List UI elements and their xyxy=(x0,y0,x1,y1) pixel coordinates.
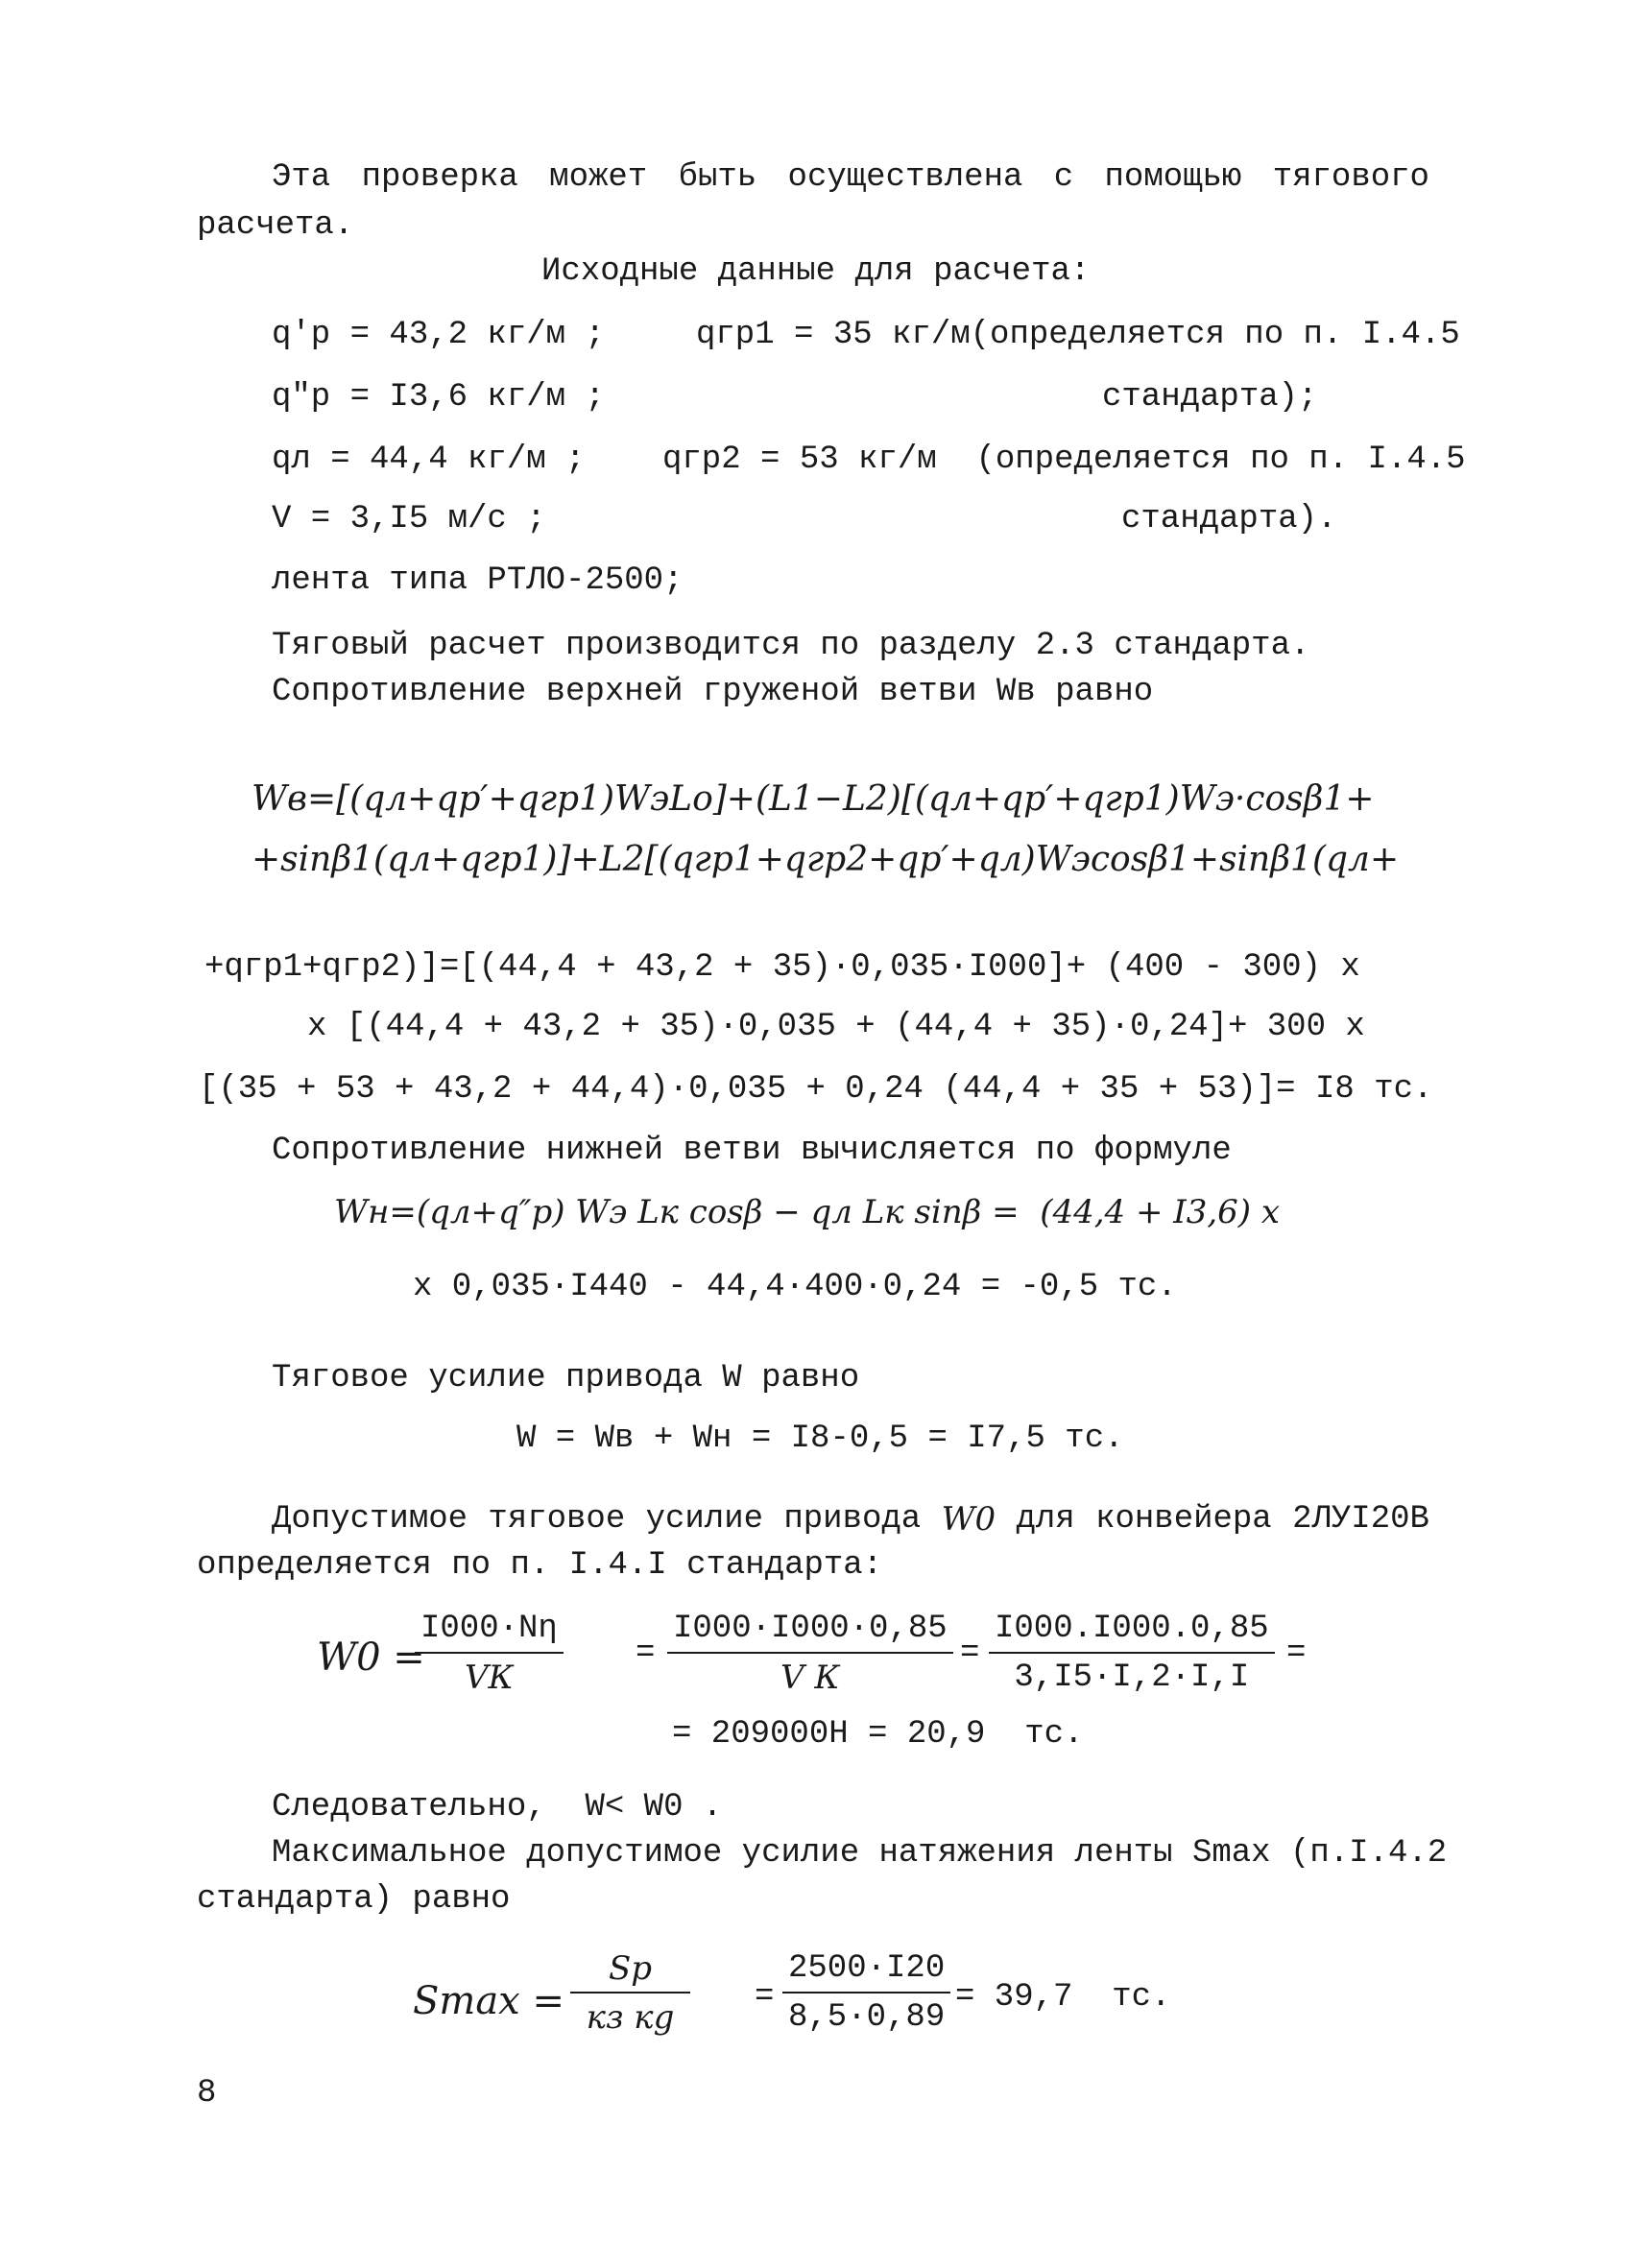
heading-inputs: Исходные данные для расчета: xyxy=(541,253,1091,290)
smax-lhs: Smax = xyxy=(413,1979,564,2023)
fraction-numerator: I000·Nη xyxy=(415,1609,564,1654)
fraction-numerator: I000.I000.0,85 xyxy=(989,1609,1275,1654)
word: осуществлена xyxy=(787,159,1023,196)
fraction-numerator: 2500·I20 xyxy=(782,1948,950,1993)
fraction-denominator: VК xyxy=(464,1658,514,1697)
word: 2ЛУI20В xyxy=(1292,1501,1429,1538)
fraction-denominator: кз кg xyxy=(586,1997,675,2037)
w0-eq1: = xyxy=(636,1635,656,1672)
page-number: 8 xyxy=(197,2075,217,2112)
input-qp1: q′p = 43,2 кг/м ; xyxy=(272,317,605,353)
wn-formula-line1: Wн=(qл+q″р) Wэ Lк cosβ − qл Lк sinβ = (44,4 + I3,6) x xyxy=(334,1193,1281,1231)
wb-intro: Сопротивление верхней груженой ветви Wв равно xyxy=(272,674,1154,710)
word: конвейера xyxy=(1095,1501,1272,1538)
w0-eq2: = xyxy=(960,1635,980,1672)
word: тягового xyxy=(1272,159,1429,196)
word: Эта xyxy=(272,159,331,196)
smax-intro-line2: стандарта) равно xyxy=(197,1881,511,1918)
word: для xyxy=(1016,1501,1075,1538)
w-intro: Тяговое усилие привода W равно xyxy=(272,1360,860,1397)
word: Допустимое xyxy=(272,1501,468,1538)
wn-formula-line2: x 0,035·I440 - 44,4·400·0,24 = -0,5 тс. xyxy=(413,1269,1177,1305)
wb-formula-line5: [(35 + 53 + 43,2 + 44,4)·0,035 + 0,24 (44,4 + 35 + 53)]= I8 тс. xyxy=(199,1071,1433,1108)
w0-intro-line1 xyxy=(272,1499,1429,1540)
input-v: V = 3,I5 м/с ; xyxy=(272,501,546,537)
input-belt: лента типа РТЛО-2500; xyxy=(272,562,684,599)
traction-intro: Тяговый расчет производится по разделу 2.3 стандарта. xyxy=(272,628,1310,664)
fraction-denominator: V К xyxy=(780,1658,840,1697)
smax-result: = 39,7 тс. xyxy=(955,1979,1171,2016)
word: W0 xyxy=(941,1500,996,1539)
word: привода xyxy=(783,1501,922,1538)
word: тяговое xyxy=(488,1501,626,1538)
fraction-numerator: Sр xyxy=(570,1948,690,1993)
wb-formula-line2: +sinβ1(qл+qгр1)]+L2[(qгр1+qгр2+qр′+qл)Wэcosβ1+sinβ1(qл+ xyxy=(252,840,1400,879)
w0-result: = 209000Н = 20,9 тс. xyxy=(672,1716,1084,1753)
wb-formula-line1: Wв=[(qл+qр′+qгр1)WэLо]+(L1−L2)[(qл+qр′+qгр1)Wэ·cosβ1+ xyxy=(252,779,1375,819)
p1-line2: расчета. xyxy=(197,207,354,244)
wn-intro: Сопротивление нижней ветви вычисляется по формуле xyxy=(272,1133,1232,1169)
input-qp2: q″p = I3,6 кг/м ; xyxy=(272,379,605,416)
word: проверка xyxy=(361,159,518,196)
smax-fraction-1 xyxy=(570,1948,690,2038)
word: усилие xyxy=(645,1501,764,1538)
w0-lhs: W0 = xyxy=(317,1635,425,1680)
w0-fraction-3 xyxy=(989,1609,1275,1698)
w-formula: W = Wв + Wн = I8-0,5 = I7,5 тс. xyxy=(516,1420,1124,1457)
word: может xyxy=(549,159,648,196)
input-ql: qл = 44,4 кг/м ; xyxy=(272,442,586,478)
input-std1: стандарта); xyxy=(1102,379,1318,416)
w0-eq3: = xyxy=(1286,1635,1307,1672)
w0-fraction-1 xyxy=(415,1609,564,1698)
smax-intro-line1: Максимальное допустимое усилие натяжения ленты Smax (п.I.4.2 xyxy=(272,1835,1448,1872)
wb-formula-line3: +qгр1+qгр2)]=[(44,4 + 43,2 + 35)·0,035·I000]+ (400 - 300) x xyxy=(204,949,1360,986)
fraction-numerator: I000·I000·0,85 xyxy=(667,1609,953,1654)
smax-fraction-2 xyxy=(782,1948,950,2038)
input-qgr1: qгр1 = 35 кг/м(определяется по п. I.4.5 xyxy=(696,317,1460,353)
smax-eq1: = xyxy=(755,1979,775,2016)
w0-fraction-2 xyxy=(667,1609,953,1698)
word: быть xyxy=(678,159,757,196)
fraction-denominator: 3,I5·I,2·I,I xyxy=(1014,1659,1250,1696)
word: помощью xyxy=(1104,159,1242,196)
fraction-denominator: 8,5·0,89 xyxy=(788,1998,946,2036)
w0-intro-line2: определяется по п. I.4.I стандарта: xyxy=(197,1547,883,1584)
wb-formula-line4: x [(44,4 + 43,2 + 35)·0,035 + (44,4 + 35)·0,24]+ 300 x xyxy=(307,1009,1365,1045)
input-qgr2: qгр2 = 53 кг/м (определяется по п. I.4.5 xyxy=(662,442,1466,478)
input-std2: стандарта). xyxy=(1121,501,1337,537)
word: с xyxy=(1053,159,1074,196)
p1-line1 xyxy=(272,157,1429,199)
conclusion: Следовательно, W< W0 . xyxy=(272,1789,723,1826)
